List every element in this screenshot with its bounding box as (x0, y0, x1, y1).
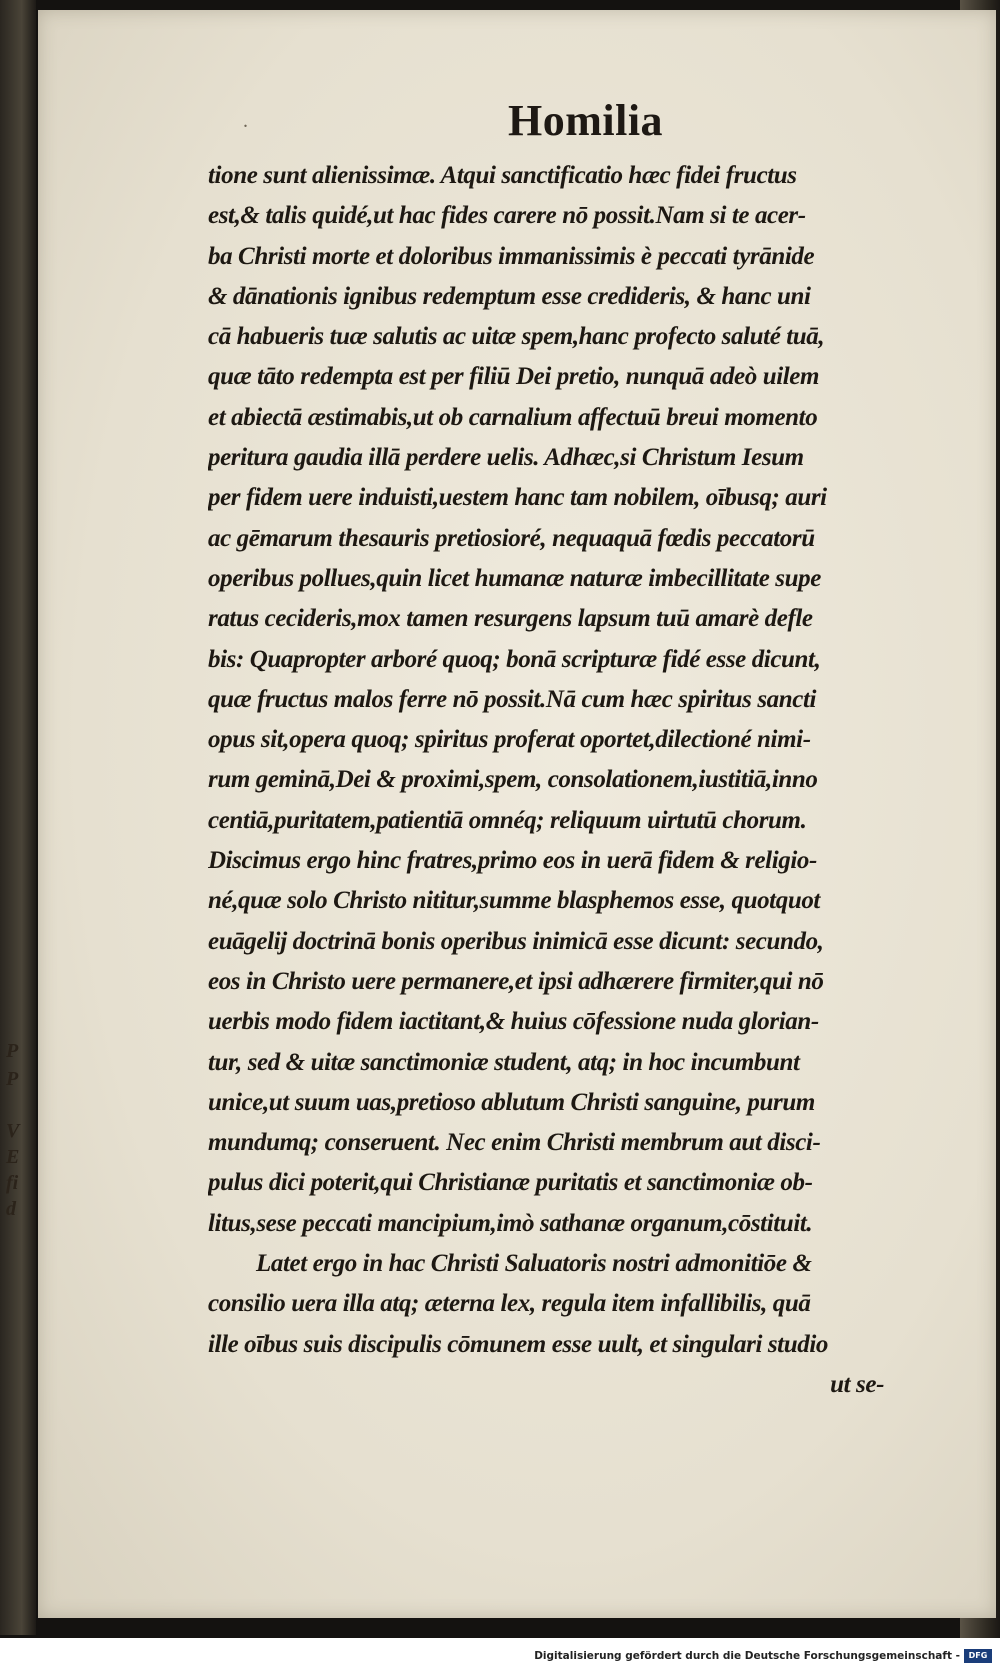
folio-mark: . (243, 110, 248, 132)
digitization-footer (0, 1638, 1000, 1674)
text-line: tur, sed & uitæ sanctimoniæ student, atq; in hoc incumbunt (208, 1048, 800, 1076)
catchword: ut se- (830, 1370, 884, 1398)
text-line: ac gēmarum thesauris pretiosioré, nequaquā fœdis peccatorū (208, 524, 815, 552)
text-line: uerbis modo fidem iactitant,& huius cōfessione nuda glorian- (208, 1008, 819, 1036)
page-body-text (208, 156, 898, 1405)
edge-letter: E (6, 1146, 20, 1168)
text-line: per fidem uere induisti,uestem hanc tam nobilem, oībusq; auri (208, 484, 827, 512)
dfg-logo: DFG (964, 1649, 992, 1663)
edge-letter: P (6, 1068, 19, 1090)
text-line: né,quæ solo Christo nititur,summe blasphemos esse, quotquot (208, 887, 820, 915)
running-head: Homilia (508, 96, 664, 145)
text-line: et abiectā æstimabis,ut ob carnalium affectuū breui momento (208, 403, 818, 431)
text-line: litus,sese peccati mancipium,imò sathanæ organum,cōstituit. (208, 1209, 813, 1237)
text-line: rum geminā,Dei & proximi,spem, consolationem,iustitiā,inno (208, 766, 818, 794)
text-line: pulus dici poterit,qui Christianæ puritatis et sanctimoniæ ob- (208, 1169, 813, 1197)
text-line: & dānationis ignibus redemptum esse credideris, & hanc uni (208, 282, 811, 310)
text-line: Discimus ergo hinc fratres,primo eos in uerā fidem & religio- (208, 847, 817, 875)
text-line: peritura gaudia illā perdere uelis. Adhæc,si Christum Iesum (208, 444, 804, 472)
facing-page-edge (0, 1040, 34, 1240)
text-line: operibus pollues,quin licet humanæ naturæ imbecillitate supe (208, 564, 821, 592)
text-line: bis: Quapropter arboré quoq; bonā scripturæ fidé esse dicunt, (208, 645, 821, 673)
edge-letter: P (6, 1040, 19, 1062)
text-line: unice,ut suum uas,pretioso ablutum Christi sanguine, purum (208, 1088, 815, 1116)
text-line: mundumq; conseruent. Nec enim Christi membrum aut disci- (208, 1129, 821, 1157)
text-line: centiā,puritatem,patientiā omnéq; reliquum uirtutū chorum. (208, 806, 807, 834)
paragraph-start-line: Latet ergo in hac Christi Saluatoris nostri admonitiōe & (256, 1250, 812, 1278)
text-line: consilio uera illa atq; æterna lex, regula item infallibilis, quā (208, 1290, 811, 1318)
funding-credit: Digitalisierung gefördert durch die Deutsche Forschungsgemeinschaft - (534, 1650, 960, 1662)
text-line: opus sit,opera quoq; spiritus proferat oportet,dilectioné nimi- (208, 726, 811, 754)
book-spine-shadow (0, 0, 36, 1635)
text-line: tione sunt alienissimæ. Atqui sanctificatio hæc fidei fructus (208, 162, 797, 189)
edge-letter: d (6, 1198, 16, 1220)
text-line: quæ tāto redempta est per filiū Dei pretio, nunquā adeò uilem (208, 363, 820, 391)
text-line: eos in Christo uere permanere,et ipsi adhærere firmiter,qui nō (208, 967, 824, 995)
edge-letter: V (6, 1120, 20, 1142)
text-line: euāgelij doctrinā bonis operibus inimicā esse dicunt: secundo, (208, 927, 824, 955)
text-line: cā habueris tuæ salutis ac uitæ spem,hanc profecto saluté tuā, (208, 323, 825, 351)
text-line: ba Christi morte et doloribus immanissimis è peccati tyrānide (208, 242, 815, 270)
text-line: ille oībus suis discipulis cōmunem esse uult, et singulari studio (208, 1330, 828, 1358)
text-line: quæ fructus malos ferre nō possit.Nā cum hæc spiritus sancti (208, 685, 817, 713)
edge-letter: fi (6, 1172, 19, 1194)
text-line: est,& talis quidé,ut hac fides carere nō possit.Nam si te acer- (208, 202, 806, 230)
text-line: ratus cecideris,mox tamen resurgens lapsum tuū amarè defle (208, 605, 813, 633)
